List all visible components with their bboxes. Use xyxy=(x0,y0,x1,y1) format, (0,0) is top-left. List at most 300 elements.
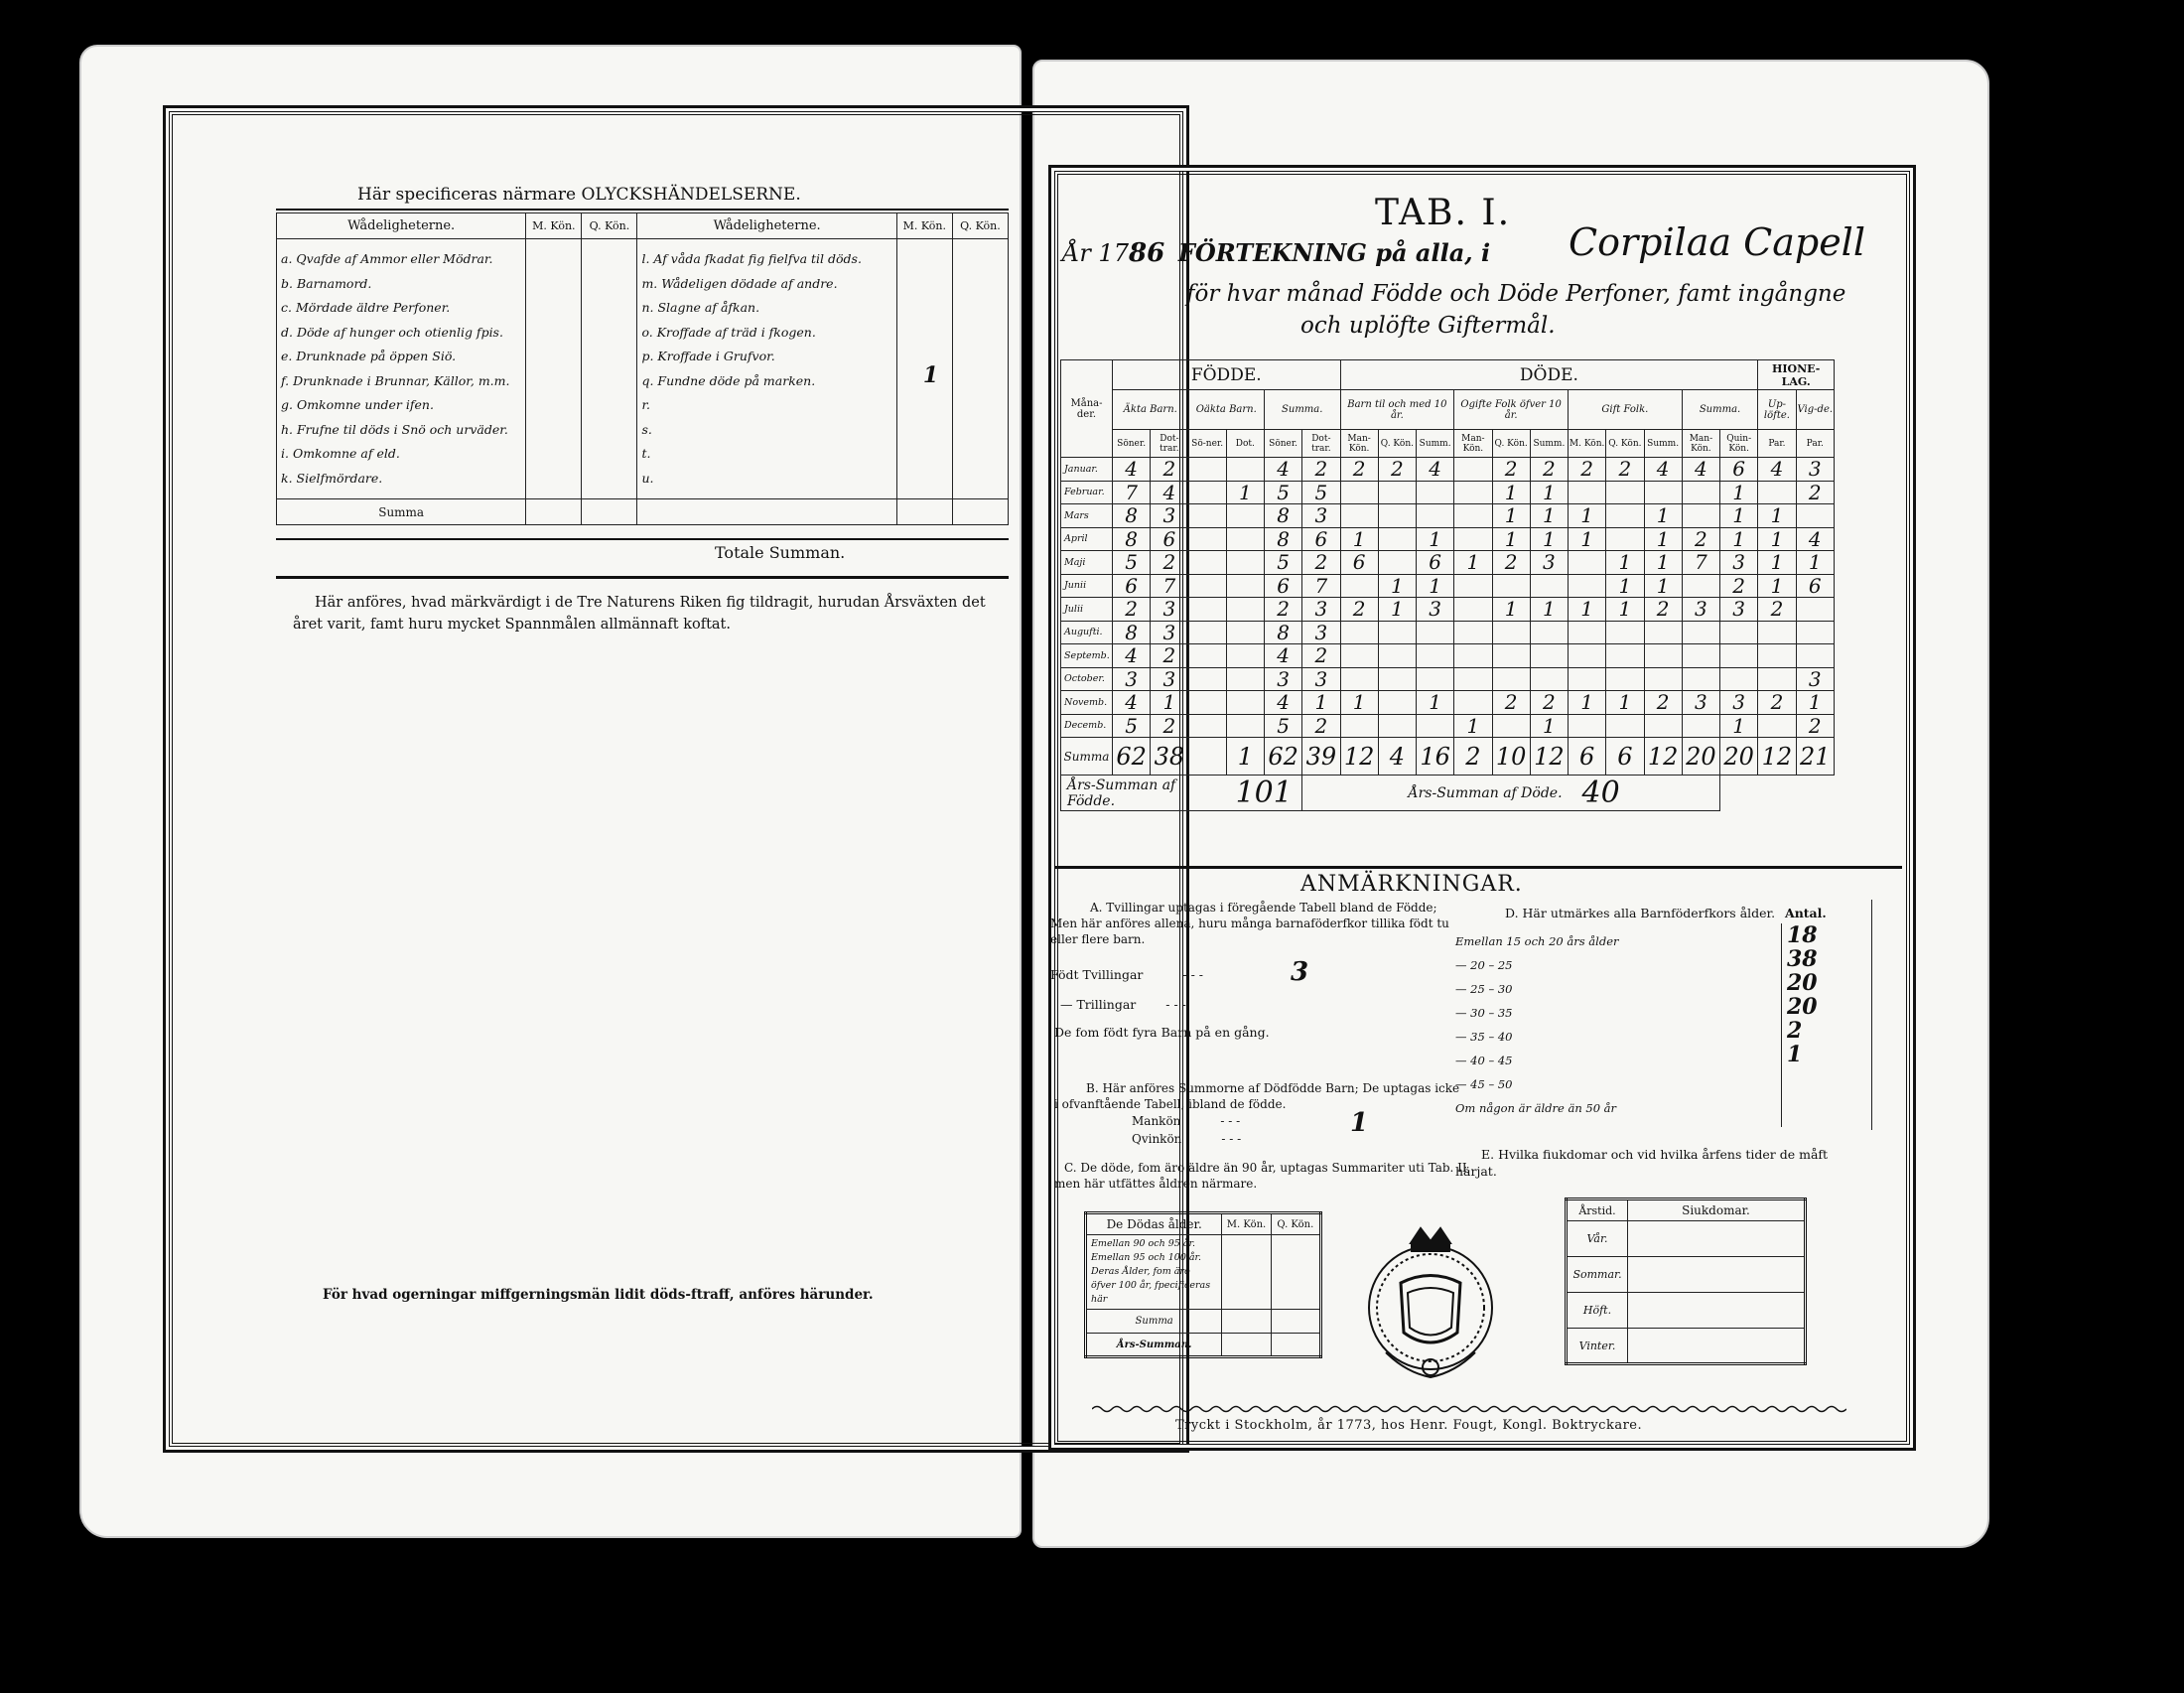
register-cell xyxy=(1378,644,1416,668)
register-cell xyxy=(1188,527,1226,551)
printer-imprint: Tryckt i Stockholm, år 1773, hos Henr. Fougt, Kongl. Boktryckare. xyxy=(1175,1418,1643,1433)
month-label: Decemb. xyxy=(1061,714,1113,738)
leaf-header: Dot-trar. xyxy=(1151,430,1188,458)
leaf-header: Dot-trar. xyxy=(1302,430,1340,458)
register-cell xyxy=(1378,551,1416,575)
register-cell xyxy=(1758,667,1796,691)
register-cell: 4 xyxy=(1112,644,1150,668)
register-cell: 3 xyxy=(1682,691,1719,715)
accident-item: c. Mördade äldre Perfoner. xyxy=(281,300,451,315)
register-cell: 6 xyxy=(1417,551,1454,575)
year-prefix: År 17 xyxy=(1062,239,1129,267)
register-cell xyxy=(1720,644,1758,668)
accident-title: Här specificeras närmare OLYCKSHÄNDELSERNE. xyxy=(357,185,801,205)
register-cell xyxy=(1682,667,1719,691)
heading-line-2: för hvar månad Födde och Döde Perfoner, famt ingångne xyxy=(1186,281,1846,307)
ornamental-border xyxy=(1092,1402,1846,1416)
register-cell: 1 xyxy=(1796,551,1834,575)
register-cell: 3 xyxy=(1530,551,1568,575)
register-cell: 3 xyxy=(1302,598,1340,622)
register-cell xyxy=(1188,551,1226,575)
month-label: Januar. xyxy=(1061,458,1113,482)
register-cell xyxy=(1417,504,1454,528)
register-cell xyxy=(1188,458,1226,482)
register-cell: 7 xyxy=(1151,574,1188,598)
register-cell: 2 xyxy=(1340,598,1378,622)
register-cell xyxy=(1606,504,1644,528)
age-row: Om någon är äldre än 50 år xyxy=(1455,1101,1617,1115)
register-cell xyxy=(1606,714,1644,738)
leaf-header: Man-Kön. xyxy=(1682,430,1719,458)
hionelag-header: HIONE-LAG. xyxy=(1758,360,1835,390)
register-cell: 1 xyxy=(1492,598,1530,622)
register-cell xyxy=(1378,504,1416,528)
accident-item: i. Omkomne af eld. xyxy=(281,446,400,461)
register-cell xyxy=(1454,667,1492,691)
month-label: Novemb. xyxy=(1061,691,1113,715)
register-cell xyxy=(1226,574,1264,598)
anm-a-text: A. Tvillingar uptagas i föregående Tabell bland de Födde; Men här anföres allena, huru många barnaföderfkor tillika födt tu eller flere barn. xyxy=(1050,901,1449,946)
register-cell: 2 xyxy=(1492,691,1530,715)
fodde-header: FÖDDE. xyxy=(1112,360,1340,390)
register-cell xyxy=(1492,667,1530,691)
register-cell: 5 xyxy=(1264,714,1301,738)
register-cell: 5 xyxy=(1112,551,1150,575)
accident-item: e. Drunknade på öppen Siö. xyxy=(281,349,457,363)
register-cell xyxy=(1454,621,1492,644)
summa-cell: 39 xyxy=(1302,738,1340,776)
accident-item: l. Af våda fkadat fig fielfva til döds. xyxy=(641,251,862,266)
month-row xyxy=(1061,714,1835,738)
register-cell: 1 xyxy=(1569,598,1606,622)
register-cell xyxy=(1417,714,1454,738)
month-label: April xyxy=(1061,527,1113,551)
register-cell xyxy=(1340,667,1378,691)
register-cell: 1 xyxy=(1758,574,1796,598)
tab-title: TAB. I. xyxy=(1375,193,1512,233)
register-cell xyxy=(1226,714,1264,738)
register-cell xyxy=(1530,621,1568,644)
register-cell: 2 xyxy=(1378,458,1416,482)
summa-cell: 20 xyxy=(1720,738,1758,776)
register-cell: 4 xyxy=(1264,458,1301,482)
register-cell xyxy=(1188,667,1226,691)
register-cell: 1 xyxy=(1606,574,1644,598)
anm-e-text: E. Hvilka fiukdomar och vid hvilka årfens tider de måft härjat. xyxy=(1455,1147,1829,1179)
register-cell: 2 xyxy=(1302,551,1340,575)
register-cell: 1 xyxy=(1151,691,1188,715)
register-cell xyxy=(1454,574,1492,598)
summa-cell: 62 xyxy=(1112,738,1150,776)
register-cell: 3 xyxy=(1796,458,1834,482)
accident-item: b. Barnamord. xyxy=(281,275,372,291)
register-cell xyxy=(1530,574,1568,598)
ars-fodde-value: 101 xyxy=(1226,776,1302,811)
register-cell: 2 xyxy=(1569,458,1606,482)
register-cell xyxy=(1720,621,1758,644)
royal-seal-emblem xyxy=(1346,1213,1515,1392)
register-cell xyxy=(1226,667,1264,691)
register-cell: 2 xyxy=(1151,714,1188,738)
register-cell xyxy=(1340,504,1378,528)
register-cell: 8 xyxy=(1264,504,1301,528)
register-cell: 1 xyxy=(1758,527,1796,551)
register-cell: 4 xyxy=(1682,458,1719,482)
register-cell xyxy=(1569,714,1606,738)
register-cell: 5 xyxy=(1264,481,1301,504)
mankon-value: 1 xyxy=(1350,1108,1369,1138)
dode-header: DÖDE. xyxy=(1340,360,1758,390)
register-cell: 7 xyxy=(1682,551,1719,575)
ars-dode-label: Års-Summan af Döde. xyxy=(1302,776,1569,811)
anm-d-text: D. Här utmärkes alla Barnföderfkors ålder. xyxy=(1505,906,1776,920)
leaf-header: Man-Kön. xyxy=(1454,430,1492,458)
register-cell xyxy=(1644,621,1682,644)
qvinkon: Qvinkön xyxy=(1132,1132,1182,1146)
heading-line-3: och uplöfte Giftermål. xyxy=(1300,313,1556,339)
register-cell: 1 xyxy=(1492,527,1530,551)
register-cell: 2 xyxy=(1112,598,1150,622)
anm-b-text: B. Här anföres Summorne af Dödfödde Barn; De uptagas icke i ofvanftående Tabell, ibland de födde. xyxy=(1054,1081,1460,1111)
register-cell xyxy=(1682,714,1719,738)
summa-cell: 20 xyxy=(1682,738,1719,776)
naturens-riken-text: Här anföres, hvad märkvärdigt i de Tre Naturens Riken fig tildragit, hurudan Årsväxten det året varit, famt huru mycket Spannmålen allmännaft koftat. xyxy=(293,595,986,633)
register-cell xyxy=(1188,644,1226,668)
register-cell: 2 xyxy=(1492,551,1530,575)
accident-item: a. Qvafde af Ammor eller Mödrar. xyxy=(281,251,493,266)
ars-dode-value: 40 xyxy=(1569,776,1720,811)
register-cell xyxy=(1188,691,1226,715)
register-cell: 6 xyxy=(1796,574,1834,598)
register-cell: 8 xyxy=(1112,527,1150,551)
accident-item: r. xyxy=(641,397,651,412)
register-cell: 3 xyxy=(1302,667,1340,691)
register-cell: 1 xyxy=(1530,527,1568,551)
register-cell xyxy=(1644,644,1682,668)
register-cell: 1 xyxy=(1417,574,1454,598)
register-cell xyxy=(1796,644,1834,668)
register-cell xyxy=(1417,621,1454,644)
register-cell xyxy=(1188,598,1226,622)
accident-item: o. Kroffade af träd i fkogen. xyxy=(641,324,816,340)
month-row xyxy=(1061,621,1835,644)
register-cell: 2 xyxy=(1340,458,1378,482)
register-cell: 3 xyxy=(1302,621,1340,644)
register-cell: 6 xyxy=(1340,551,1378,575)
register-cell: 3 xyxy=(1720,691,1758,715)
register-cell: 1 xyxy=(1378,574,1416,598)
register-cell xyxy=(1226,691,1264,715)
age-row: — 40 – 45 xyxy=(1455,1054,1513,1067)
register-cell: 3 xyxy=(1264,667,1301,691)
summa-cell: 1 xyxy=(1226,738,1264,776)
register-cell: 1 xyxy=(1492,504,1530,528)
age-counts: 18 38 20 20 2 1 xyxy=(1787,922,1818,1067)
register-cell xyxy=(1758,714,1796,738)
month-label: Julii xyxy=(1061,598,1113,622)
month-row xyxy=(1061,551,1835,575)
register-cell: 1 xyxy=(1530,714,1568,738)
register-cell: 1 xyxy=(1606,691,1644,715)
register-cell: 1 xyxy=(1569,504,1606,528)
register-cell: 2 xyxy=(1758,691,1796,715)
accident-item: h. Frufne til döds i Snö och urväder. xyxy=(281,421,508,437)
leaf-header: Par. xyxy=(1758,430,1796,458)
register-cell xyxy=(1454,481,1492,504)
fodt-tvillingar-value: 3 xyxy=(1291,957,1309,987)
register-cell: 2 xyxy=(1151,644,1188,668)
leaf-header: Sö-ner. xyxy=(1188,430,1226,458)
register-cell xyxy=(1569,481,1606,504)
totale-summan: Totale Summan. xyxy=(715,543,846,562)
register-cell: 1 xyxy=(1454,551,1492,575)
register-cell xyxy=(1417,644,1454,668)
register-cell xyxy=(1340,644,1378,668)
age-row: — 30 – 35 xyxy=(1455,1006,1513,1020)
register-cell xyxy=(1569,667,1606,691)
register-cell xyxy=(1758,644,1796,668)
register-cell: 1 xyxy=(1340,527,1378,551)
register-cell: 4 xyxy=(1417,458,1454,482)
register-cell xyxy=(1644,667,1682,691)
leaf-header: Q. Kön. xyxy=(1606,430,1644,458)
register-cell: 1 xyxy=(1417,527,1454,551)
leaf-header: Summ. xyxy=(1530,430,1568,458)
register-cell xyxy=(1606,621,1644,644)
register-cell: 1 xyxy=(1720,481,1758,504)
register-cell: 1 xyxy=(1758,551,1796,575)
age-row: — 45 – 50 xyxy=(1455,1077,1513,1091)
month-row xyxy=(1061,598,1835,622)
register-cell xyxy=(1530,667,1568,691)
accident-item: f. Drunknade i Brunnar, Källor, m.m. xyxy=(281,372,510,388)
summa-cell: 12 xyxy=(1758,738,1796,776)
register-cell xyxy=(1226,598,1264,622)
register-cell: 6 xyxy=(1112,574,1150,598)
summa-cell: 16 xyxy=(1417,738,1454,776)
register-cell: 3 xyxy=(1151,621,1188,644)
register-cell: 4 xyxy=(1758,458,1796,482)
register-cell: 5 xyxy=(1302,481,1340,504)
month-row xyxy=(1061,504,1835,528)
register-cell xyxy=(1454,504,1492,528)
leaf-header: Q. Kön. xyxy=(1492,430,1530,458)
summa-label: Summa xyxy=(277,499,526,525)
register-cell xyxy=(1758,621,1796,644)
register-cell: 4 xyxy=(1264,691,1301,715)
accident-item: k. Sielfmördare. xyxy=(281,470,383,486)
month-row xyxy=(1061,527,1835,551)
leaf-header: M. Kön. xyxy=(1569,430,1606,458)
register-cell xyxy=(1226,527,1264,551)
register-cell xyxy=(1569,551,1606,575)
summa-cell: 62 xyxy=(1264,738,1301,776)
register-cell: 4 xyxy=(1112,458,1150,482)
mankon: Mankön xyxy=(1132,1114,1181,1128)
register-cell: 4 xyxy=(1264,644,1301,668)
register-cell xyxy=(1226,458,1264,482)
register-cell xyxy=(1796,621,1834,644)
summa-cell: 6 xyxy=(1569,738,1606,776)
accident-item: n. Slagne af åfkan. xyxy=(641,300,760,315)
register-cell xyxy=(1454,598,1492,622)
register-cell xyxy=(1378,691,1416,715)
register-cell: 2 xyxy=(1796,714,1834,738)
register-cell xyxy=(1417,667,1454,691)
register-cell: 4 xyxy=(1151,481,1188,504)
register-cell xyxy=(1454,527,1492,551)
summa-cell: 12 xyxy=(1530,738,1568,776)
month-row xyxy=(1061,644,1835,668)
accident-item: g. Omkomne under ifen. xyxy=(281,397,434,412)
antal-label: Antal. xyxy=(1785,906,1827,920)
register-cell: 1 xyxy=(1644,574,1682,598)
register-cell xyxy=(1226,621,1264,644)
accident-item: t. xyxy=(641,446,651,461)
register-cell: 2 xyxy=(1492,458,1530,482)
register-cell: 1 xyxy=(1720,527,1758,551)
register-cell: 6 xyxy=(1264,574,1301,598)
anm-c-text: C. De döde, fom äro äldre än 90 år, uptagas Summariter uti Tab. II, men här utfättes åldren närmare. xyxy=(1054,1161,1471,1191)
trillingar: — Trillingar xyxy=(1060,997,1137,1012)
register-cell xyxy=(1378,527,1416,551)
register-cell xyxy=(1226,551,1264,575)
register-cell: 3 xyxy=(1151,667,1188,691)
register-cell: 4 xyxy=(1112,691,1150,715)
register-cell xyxy=(1644,714,1682,738)
register-cell: 1 xyxy=(1530,504,1568,528)
register-cell: 1 xyxy=(1644,504,1682,528)
col-header: Wådeligheterne. xyxy=(277,213,526,239)
parish-name-handwritten: Corpilaa Capell xyxy=(1569,220,1865,264)
register-cell: 1 xyxy=(1644,551,1682,575)
register-cell: 1 xyxy=(1378,598,1416,622)
accident-item: q. Fundne döde på marken. xyxy=(641,372,816,388)
register-cell: 3 xyxy=(1151,598,1188,622)
register-cell xyxy=(1569,574,1606,598)
register-cell: 1 xyxy=(1530,598,1568,622)
register-cell xyxy=(1682,644,1719,668)
register-cell xyxy=(1188,714,1226,738)
register-cell: 2 xyxy=(1644,598,1682,622)
register-cell xyxy=(1796,504,1834,528)
fyra-barn: De fom födt fyra Barn på en gång. xyxy=(1054,1025,1270,1040)
register-cell: 1 xyxy=(1492,481,1530,504)
leaf-header: Man-Kön. xyxy=(1340,430,1378,458)
summa-cell: 2 xyxy=(1454,738,1492,776)
accident-item: m. Wådeligen dödade af andre. xyxy=(641,275,838,291)
register-cell xyxy=(1569,621,1606,644)
register-cell: 3 xyxy=(1151,504,1188,528)
register-cell: 2 xyxy=(1758,598,1796,622)
register-cell xyxy=(1188,621,1226,644)
register-cell: 3 xyxy=(1720,551,1758,575)
register-cell xyxy=(1606,481,1644,504)
accident-table: Wådeligheterne. M. Kön. Q. Kön. Wådeligheterne. M. Kön. Q. Kön. a. Qvafde af Ammor eller Mödrar. b. Barnamord. c. Mördade äldre Perfoner. d. Döde af hunger och otienlig fpis. e. Drunknade på öppen Siö. f. Drunknade i Brunnar, Källor, m.m. g. Omkomne under ifen. h. Frufne til döds i Snö och urväder. i. Omkomne af eld. k. Sielfmördare. l. Af våda fkadat fig fielfva til döds. m. Wådeligen dödade af andre. n. Slagne af åfkan. o. Kroffade af träd i fkogen. p. Kroffade i Grufvor. q. Fundne döde på marken. r. s. t. u. 1 Summa xyxy=(276,212,1009,525)
register-cell: 3 xyxy=(1796,667,1834,691)
register-cell: 6 xyxy=(1302,527,1340,551)
register-cell xyxy=(1188,481,1226,504)
month-label: October. xyxy=(1061,667,1113,691)
register-cell xyxy=(1682,574,1719,598)
accident-item: s. xyxy=(641,421,652,437)
register-cell xyxy=(1340,574,1378,598)
age-list xyxy=(1455,929,1619,1120)
register-cell: 2 xyxy=(1302,644,1340,668)
fodt-tvillingar: Födt Tvillingar xyxy=(1050,967,1144,982)
register-cell: 2 xyxy=(1302,714,1340,738)
months-header: Måna-der. xyxy=(1061,360,1113,458)
summa-cell xyxy=(1188,738,1226,776)
register-cell xyxy=(1454,644,1492,668)
register-cell xyxy=(1226,504,1264,528)
leaf-header: Söner. xyxy=(1112,430,1150,458)
register-cell: 8 xyxy=(1264,621,1301,644)
register-cell xyxy=(1606,667,1644,691)
register-cell: 3 xyxy=(1417,598,1454,622)
register-cell: 8 xyxy=(1264,527,1301,551)
register-cell: 5 xyxy=(1264,551,1301,575)
summa-cell: 12 xyxy=(1340,738,1378,776)
register-cell: 1 xyxy=(1530,481,1568,504)
accident-item: p. Kroffade i Grufvor. xyxy=(641,349,775,363)
register-cell xyxy=(1682,621,1719,644)
handwritten-accident-count: 1 xyxy=(922,362,939,388)
leaf-header: Dot. xyxy=(1226,430,1264,458)
register-cell: 2 xyxy=(1151,458,1188,482)
leaf-header: Q. Kön. xyxy=(1378,430,1416,458)
register-cell: 1 xyxy=(1720,714,1758,738)
register-cell xyxy=(1417,481,1454,504)
month-row xyxy=(1061,458,1835,482)
month-label: Augufti. xyxy=(1061,621,1113,644)
age-row: — 35 – 40 xyxy=(1455,1030,1513,1044)
register-cell: 3 xyxy=(1682,598,1719,622)
leaf-header: Summ. xyxy=(1644,430,1682,458)
register-cell xyxy=(1682,504,1719,528)
register-cell xyxy=(1606,527,1644,551)
month-label: Mars xyxy=(1061,504,1113,528)
register-cell xyxy=(1796,598,1834,622)
register-cell: 3 xyxy=(1302,504,1340,528)
register-cell: 1 xyxy=(1644,527,1682,551)
register-cell: 1 xyxy=(1796,691,1834,715)
register-cell xyxy=(1378,667,1416,691)
accident-item: d. Döde af hunger och otienlig fpis. xyxy=(281,324,503,340)
register-cell xyxy=(1492,574,1530,598)
dodas-alder-table: De Dödas ålder. M. Kön. Q. Kön. Emellan 90 och 95 år. Emellan 95 och 100 år. Deras Ålder, fom äro öfver 100 år, fpecificeras här Summa Års-Summan. xyxy=(1084,1211,1322,1358)
register-cell: 2 xyxy=(1644,691,1682,715)
age-row: — 20 – 25 xyxy=(1455,958,1513,972)
month-label: Maji xyxy=(1061,551,1113,575)
register-cell: 6 xyxy=(1151,527,1188,551)
register-cell xyxy=(1340,481,1378,504)
register-cell: 1 xyxy=(1606,598,1644,622)
register-cell: 1 xyxy=(1454,714,1492,738)
register-cell: 4 xyxy=(1796,527,1834,551)
leaf-header: Par. xyxy=(1796,430,1834,458)
month-label: Februar. xyxy=(1061,481,1113,504)
leaf-header: Summ. xyxy=(1417,430,1454,458)
register-cell: 7 xyxy=(1112,481,1150,504)
heading-line-1: FÖRTEKNING på alla, i xyxy=(1177,238,1491,267)
age-row: Emellan 15 och 20 års ålder xyxy=(1455,934,1619,948)
register-cell: 1 xyxy=(1569,691,1606,715)
register-cell xyxy=(1226,644,1264,668)
month-label: Junii xyxy=(1061,574,1113,598)
register-cell: 1 xyxy=(1569,527,1606,551)
age-row: — 25 – 30 xyxy=(1455,982,1513,996)
